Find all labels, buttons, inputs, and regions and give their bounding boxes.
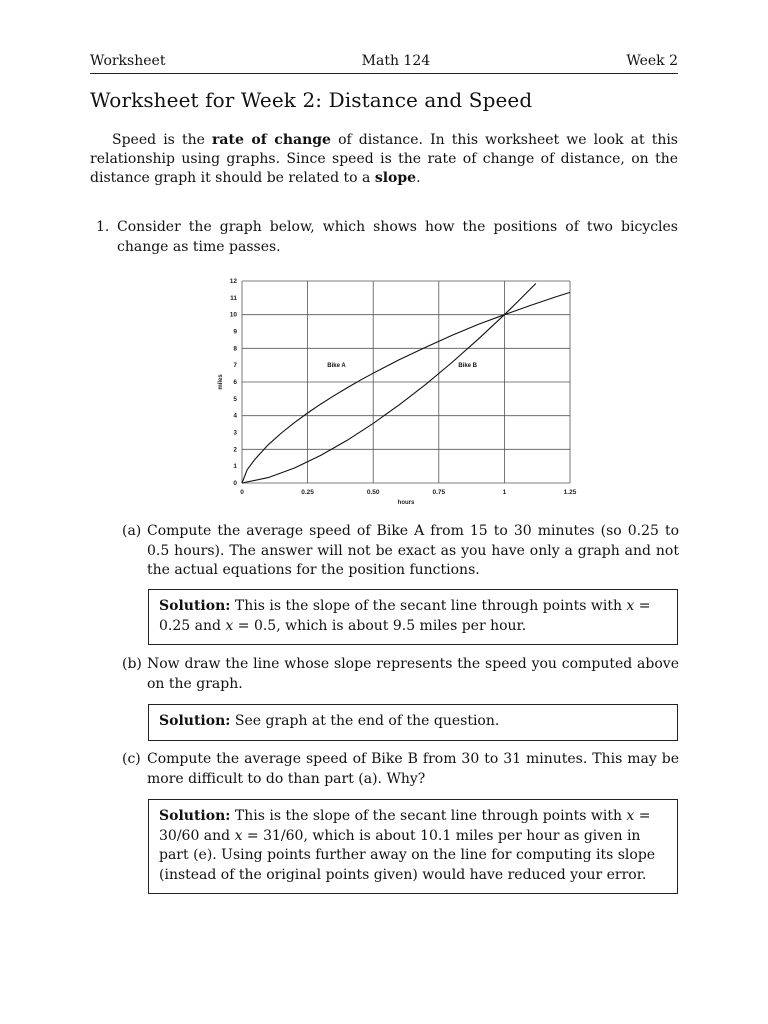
intro-text-3: . xyxy=(416,170,421,186)
part-b-solution-label: Solution: xyxy=(159,713,231,729)
intro-text-2: of distance. In this worksheet we look at this relationship using graphs. Since speed is the rate of change of distance, on the distance graph it should be related to a xyxy=(90,132,678,186)
part-c-solution-box xyxy=(148,799,678,894)
part-c-solution-var-2: x xyxy=(234,827,243,844)
y-tick-label: 2 xyxy=(233,446,237,454)
part-b xyxy=(119,655,679,694)
x-tick-label: 0.25 xyxy=(301,489,314,496)
part-a-solution-text-2: = 0.25 and xyxy=(159,598,651,634)
question-1 xyxy=(90,218,678,257)
x-tick-label: 0.50 xyxy=(366,489,380,496)
part-c-solution-text-3: = 31/60, which is about 10.1 miles per hour as given in part (e). Using points further away on the line for computing its slope (instead of the original points given) would have reduced your error. xyxy=(159,827,656,883)
chart-grid xyxy=(242,281,570,483)
y-tick-label: 8 xyxy=(233,345,237,353)
header-center: Math 124 xyxy=(361,53,431,69)
distance-time-chart xyxy=(214,272,584,512)
part-a-solution-var-2: x xyxy=(225,617,234,634)
part-b-solution-box xyxy=(148,704,678,741)
part-a-solution-text-3: = 0.5, which is about 9.5 miles per hour. xyxy=(233,617,527,634)
question-1-number: 1. xyxy=(96,219,110,235)
part-c-solution-label: Solution: xyxy=(159,808,231,824)
x-tick-label: 0.75 xyxy=(432,489,446,496)
y-tick-label: 5 xyxy=(233,395,237,403)
y-tick-label: 4 xyxy=(233,412,237,420)
part-a xyxy=(119,522,679,581)
series-line-bike-a xyxy=(242,292,570,483)
part-c-solution-var-1: x xyxy=(626,808,635,824)
y-tick-label: 12 xyxy=(229,278,237,285)
y-tick-label: 3 xyxy=(233,429,237,437)
header-right: Week 2 xyxy=(626,53,678,69)
series-line-bike-b xyxy=(242,284,536,484)
part-a-label: (a) xyxy=(122,523,142,539)
chart-x-tick-labels xyxy=(240,489,577,496)
y-tick-label: 0 xyxy=(233,480,237,487)
part-c-solution-text-1: This is the slope of the secant line through points with xyxy=(230,808,627,824)
page-title: Worksheet for Week 2: Distance and Speed xyxy=(90,88,533,112)
chart-series-lines xyxy=(242,284,570,484)
part-a-solution-text-1: This is the slope of the secant line through points with xyxy=(230,598,627,614)
annotation-bike-a: Bike A xyxy=(327,363,346,370)
chart-y-tick-labels xyxy=(230,278,238,487)
part-a-solution-label: Solution: xyxy=(159,598,231,614)
y-tick-label: 6 xyxy=(233,379,237,386)
chart-x-axis-label: hours xyxy=(397,500,415,506)
part-c-solution-text-2: = 30/60 and xyxy=(159,808,651,844)
part-b-text: Now draw the line whose slope represents the speed you computed above on the graph. xyxy=(147,656,679,692)
intro-bold-rate-of-change: rate of change xyxy=(212,132,331,148)
chart-y-axis-label: miles xyxy=(218,374,224,390)
part-c-label: (c) xyxy=(122,751,141,767)
part-a-solution-var-1: x xyxy=(626,598,635,614)
question-1-text: Consider the graph below, which shows how the positions of two bicycles change as time passes. xyxy=(117,219,678,255)
part-c-text: Compute the average speed of Bike B from 30 to 31 minutes. This may be more difficult to do than part (a). Why? xyxy=(147,751,679,787)
part-a-text: Compute the average speed of Bike A from 15 to 30 minutes (so 0.25 to 0.5 hours). The answer will not be exact as you have only a graph and not the actual equations for the position functions. xyxy=(147,523,679,578)
x-tick-label: 1 xyxy=(502,489,507,496)
chart-annotations xyxy=(327,363,477,369)
part-c xyxy=(119,750,679,789)
page-header xyxy=(90,53,678,74)
y-tick-label: 10 xyxy=(229,311,237,319)
part-b-solution-text-1: See graph at the end of the question. xyxy=(230,713,500,729)
header-left: Worksheet xyxy=(90,53,166,69)
intro-paragraph xyxy=(90,131,678,188)
x-tick-label: 0 xyxy=(240,489,244,496)
y-tick-label: 9 xyxy=(233,328,237,336)
y-tick-label: 7 xyxy=(233,362,237,370)
part-b-label: (b) xyxy=(122,656,142,672)
y-tick-label: 1 xyxy=(233,463,237,471)
intro-bold-slope: slope xyxy=(374,170,417,186)
intro-text-1: Speed is the xyxy=(112,132,213,148)
part-a-solution-box xyxy=(148,589,678,645)
y-tick-label: 11 xyxy=(230,294,237,302)
x-tick-label: 1.25 xyxy=(563,489,577,496)
annotation-bike-b: Bike B xyxy=(458,363,478,370)
